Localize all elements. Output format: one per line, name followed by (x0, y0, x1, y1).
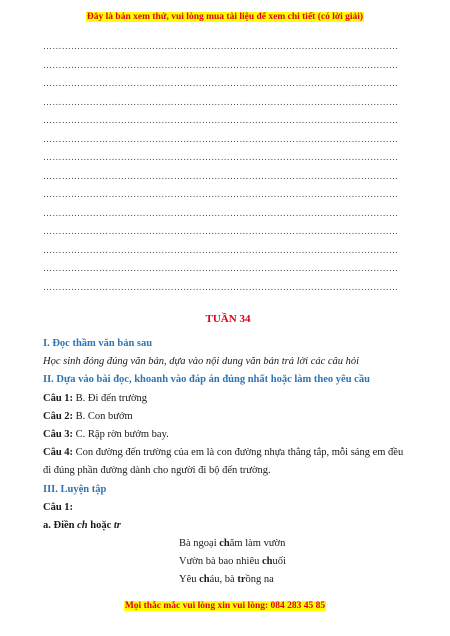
dotted-line: …………………………………………………………………………………………………… (43, 263, 399, 273)
week-title: TUẦN 34 (205, 313, 251, 325)
section1-heading: I. Đọc thầm văn bản sau (43, 338, 153, 349)
answer-text: C. Rập rờn bướm bay. (73, 428, 169, 440)
dotted-line: …………………………………………………………………………………………………… (43, 281, 399, 292)
section3-heading: III. Luyện tập (43, 483, 107, 495)
poem-text: Bà ngoại (179, 538, 220, 550)
answer-lines (43, 41, 401, 300)
answer-text: Con đường đến trường của em là con đường nhựa thẳng tắp, mỗi sáng em đều đi đúng phần đường dành cho người đi bộ đến trường. (43, 447, 404, 477)
dotted-line: …………………………………………………………………………………………………… (43, 59, 399, 70)
part-a-mid: hoặc (87, 519, 114, 531)
poem-filled: ch (261, 556, 273, 568)
poem-line (43, 535, 413, 553)
preview-banner (0, 12, 450, 22)
answer-1 (43, 390, 413, 408)
poem-text: áu, bà (209, 574, 238, 586)
dotted-line: …………………………………………………………………………………………………… (43, 133, 399, 144)
dotted-line: …………………………………………………………………………………………………… (43, 115, 399, 125)
answer-label: Câu 1: (43, 392, 74, 404)
part-a-opt2: tr (113, 519, 121, 531)
section2-heading: II. Dựa vào bài đọc, khoanh vào đáp án đúng nhất hoặc làm theo yêu cầu (43, 374, 370, 386)
poem-line (43, 571, 413, 589)
answer-4 (43, 444, 413, 480)
dotted-line: …………………………………………………………………………………………………… (43, 207, 399, 218)
answer-label: Câu 4: (43, 447, 74, 459)
dotted-line: …………………………………………………………………………………………………… (43, 226, 399, 236)
dotted-line: …………………………………………………………………………………………………… (43, 78, 399, 88)
answer-text: B. Đi đến trường (73, 392, 147, 404)
poem-text: ăm làm vườn (229, 538, 286, 550)
dotted-line: …………………………………………………………………………………………………… (43, 170, 399, 181)
poem-text: uối (272, 556, 286, 568)
contact-footer (0, 601, 450, 611)
part-a-prefix: a. Điền (43, 519, 78, 531)
dotted-line: …………………………………………………………………………………………………… (43, 96, 399, 107)
contact-footer-text: Mọi thắc mắc vui lòng xin vui lòng: 084 283 45 85 (124, 601, 326, 611)
question-1-label (43, 499, 413, 517)
dotted-line: …………………………………………………………………………………………………… (43, 41, 399, 51)
answer-label: Câu 3: (43, 428, 74, 440)
poem-filled: tr (237, 574, 246, 586)
poem-filled: ch (199, 574, 210, 586)
answer-2 (43, 408, 413, 426)
poem-filled: ch (219, 538, 230, 550)
poem-line (43, 553, 413, 571)
preview-banner-text: Đây là bản xem thử, vui lòng mua tài liệu để xem chi tiết (có lời giải) (86, 12, 364, 22)
answer-label: Câu 2: (43, 410, 74, 422)
answer-text: B. Con bướm (73, 410, 133, 422)
part-a-opt1: ch (77, 519, 88, 531)
section1-instruction: Học sinh đóng đúng văn bản, dựa vào nội dung văn bản trả lời các câu hỏi (43, 356, 360, 368)
poem-text: Vườn bà bao nhiêu (179, 556, 262, 568)
answer-3 (43, 426, 413, 444)
dotted-line: …………………………………………………………………………………………………… (43, 244, 399, 255)
dotted-line: …………………………………………………………………………………………………… (43, 189, 399, 199)
worksheet-content (43, 313, 413, 590)
poem-text: ồng na (245, 574, 274, 586)
part-a-instruction (43, 517, 413, 535)
question-label: Câu 1: (43, 501, 74, 513)
poem-text: Yêu (179, 574, 200, 586)
dotted-line: …………………………………………………………………………………………………… (43, 152, 399, 162)
